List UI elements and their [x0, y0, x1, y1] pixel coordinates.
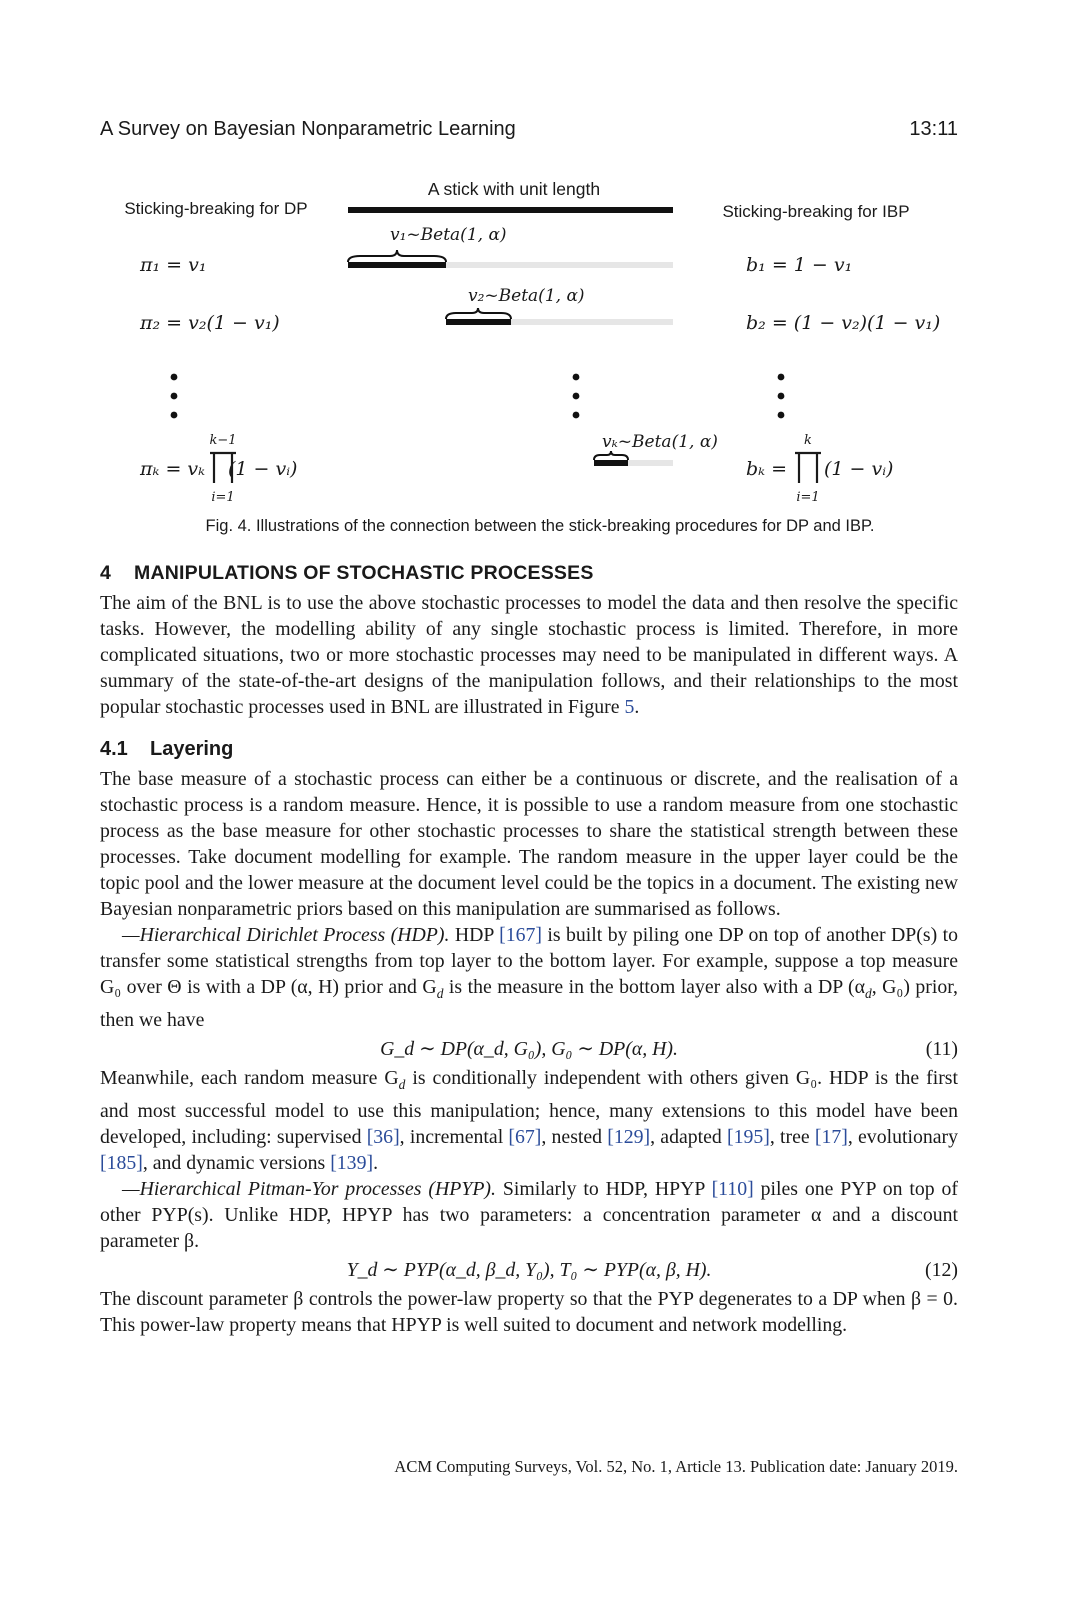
body-text: [100, 560, 958, 1338]
dp-heading: Sticking-breaking for DP: [124, 199, 308, 218]
unit-stick: [348, 207, 673, 213]
broken-piece-k: [594, 460, 628, 466]
running-head-title: A Survey on Bayesian Nonparametric Learning: [100, 118, 516, 140]
ibp-eq-k-rhs: (1 − vᵢ): [824, 458, 894, 480]
hpyp-paragraph: —Hierarchical Pitman-Yor processes (HPYP). Similarly to HDP, HPYP [110] piles one PYP on top of other PYP(s). Unlike HDP, HPYP has two parameters: a concentration parameter α and a discount parameter β.: [100, 1177, 959, 1252]
equation-11: [100, 1033, 958, 1065]
figure-4: [100, 170, 980, 550]
citation-link[interactable]: [67]: [508, 1125, 542, 1148]
hdp-paragraph: —Hierarchical Dirichlet Process (HDP). HDP [167] is built by piling one DP on top of another DP(s) to transfer some statistical strengths from top layer to the bottom layer. For example, suppose a top measure G₀ over Θ is with a DP (α, H) prior and $G_d$ is the measure in the bottom layer also with a DP ($\alpha_d$, G₀) prior, then we have: [100, 924, 958, 1031]
stick-label: A stick with unit length: [427, 179, 601, 199]
ibp-prod-top: k: [804, 433, 812, 448]
equation-11-body: G_d ∼ DP(α_d, G₀), G₀ ∼ DP(α, H).: [380, 1037, 678, 1060]
brace-2: [446, 308, 511, 319]
ellipsis-ibp: [778, 374, 785, 419]
ibp-heading: Sticking-breaking for IBP: [722, 202, 910, 221]
product-symbol-ibp: [795, 453, 821, 483]
brace-k: [594, 451, 628, 460]
beta-label-2: v₂~Beta(1, α): [468, 286, 585, 306]
citation-link[interactable]: [185]: [100, 1151, 143, 1174]
figure-caption: Fig. 4. Illustrations of the connection between the stick-breaking procedures for DP and IBP.: [205, 517, 875, 535]
citation-link[interactable]: [17]: [814, 1125, 848, 1148]
broken-piece-1: [348, 262, 446, 268]
ibp-eq-2: b₂ = (1 − v₂)(1 − v₁): [746, 312, 941, 334]
citation-link[interactable]: [110]: [711, 1177, 754, 1200]
citation-link[interactable]: [195]: [727, 1125, 770, 1148]
dp-eq-1: π₁ = v₁: [140, 254, 207, 276]
hdp-paragraph-2: Meanwhile, each random measure $G_d$ is conditionally independent with others given G₀. HDP is the first and most successful model to use this manipulation; hence, many extensions to this model have been developed, including: supervised [36], incremental [67], nested [129], adapted [195], tree [17], evolutionary [185], and dynamic versions [139].: [100, 1066, 959, 1174]
equation-12-number: (12): [925, 1258, 958, 1281]
section-4-heading: 4 MANIPULATIONS OF STOCHASTIC PROCESSES: [100, 562, 594, 584]
ibp-eq-1: b₁ = 1 − v₁: [746, 254, 853, 276]
dp-eq-k-lhs: πₖ = vₖ: [140, 458, 206, 480]
dp-prod-bottom: i=1: [211, 490, 235, 505]
dp-prod-top: k−1: [209, 433, 237, 448]
citation-link[interactable]: [139]: [330, 1151, 374, 1174]
citation-link[interactable]: [36]: [366, 1125, 400, 1148]
beta-label-1: v₁~Beta(1, α): [390, 225, 507, 245]
section-4-1-heading: 4.1 Layering: [100, 738, 234, 760]
equation-12-body: Y_d ∼ PYP(α_d, β_d, Y₀), T₀ ∼ PYP(α, β, H).: [346, 1258, 712, 1281]
section-4-1-paragraph: The base measure of a stochastic process can either be a continuous or discrete, and the realisation of a stochastic process is a random measure. Hence, it is possible to use a random measure from one stochastic process as the base measure for other stochastic processes to share the statistical strength between these processes. Take document modelling for example. The random measure in the upper layer could be the topic pool and the lower measure at the document level could be the topics in a document. The existing new Bayesian nonparametric priors based on this manipulation are summarised as follows.: [100, 768, 958, 920]
brace-1: [348, 250, 446, 262]
ibp-prod-bottom: i=1: [796, 490, 820, 505]
dp-eq-2: π₂ = v₂(1 − v₁): [140, 312, 280, 334]
product-symbol-dp: [210, 453, 236, 483]
hpyp-closing-paragraph: The discount parameter β controls the power-law property so that the PYP degenerates to a DP when β = 0. This power-law property means that HPYP is well suited to document and network modelling.: [100, 1287, 958, 1336]
page-footer: ACM Computing Surveys, Vol. 52, No. 1, Article 13. Publication date: January 2019.: [394, 1457, 958, 1476]
equation-12: [100, 1254, 958, 1286]
figure-ref-link[interactable]: 5: [624, 696, 635, 718]
section-4-paragraph: The aim of the BNL is to use the above stochastic processes to model the data and then resolve the specific tasks. However, the modelling ability of any single stochastic process is limited. Therefore, in more complicated situations, two or more stochastic processes may need to be manipulated in different ways. A summary of the state-of-the-art designs of the manipulation follows, and their relationships to the most popular stochastic processes used in BNL are illustrated in Figure 5.: [100, 592, 958, 718]
citation-link[interactable]: [129]: [607, 1125, 651, 1148]
broken-piece-2: [446, 319, 511, 325]
equation-11-number: (11): [925, 1037, 958, 1060]
ellipsis-dp: [171, 374, 178, 419]
dp-eq-k-rhs: (1 − vᵢ): [228, 458, 298, 480]
stick-breaking-diagram: [100, 170, 980, 510]
beta-label-k: vₖ~Beta(1, α): [602, 432, 718, 452]
citation-link[interactable]: [167]: [499, 924, 542, 946]
ibp-eq-k-lhs: bₖ =: [746, 458, 788, 480]
ellipsis-stick: [573, 374, 580, 419]
page-number: 13:11: [909, 118, 958, 140]
